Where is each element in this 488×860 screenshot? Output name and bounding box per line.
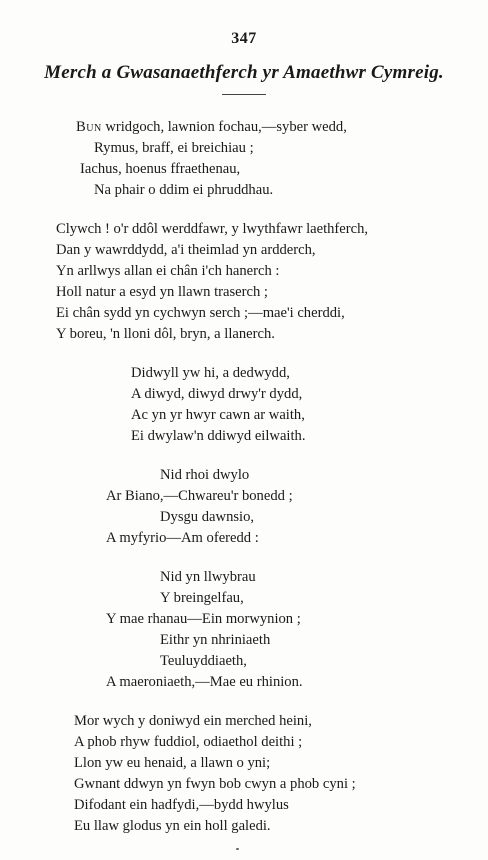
poem-line: Clywch ! o'r ddôl werddfawr, y lwythfawr laethferch, <box>56 221 369 237</box>
poem-line: Na phair o ddim ei phruddhau. <box>94 182 274 198</box>
page-number: 347 <box>231 30 257 47</box>
poem-line: Gwnant ddwyn yn fwyn bob cwyn a phob cyni ; <box>74 776 356 792</box>
poem-line: A phob rhyw fuddiol, odiaethol deithi ; <box>74 734 303 750</box>
poem-line: Llon yw eu henaid, a llawn o yni; <box>74 755 271 771</box>
drop-word: Bun <box>76 119 102 135</box>
poem-line: Y boreu, 'n lloni dôl, bryn, a llanerch. <box>56 326 275 342</box>
poem-line: Nid yn llwybrau <box>160 569 256 585</box>
poem-line: Y breingelfau, <box>160 590 244 606</box>
poem-line: Yn arllwys allan ei chân i'ch hanerch : <box>56 263 280 279</box>
poem-line: Dan y wawrddydd, a'i theimlad yn ardderch, <box>56 242 316 258</box>
print-speck <box>236 848 239 850</box>
poem-line: A myfyrio—Am oferedd : <box>106 530 259 546</box>
poem-line: Ac yn yr hwyr cawn ar waith, <box>131 407 305 423</box>
poem-line: A diwyd, diwyd drwy'r dydd, <box>131 386 303 402</box>
poem-line: Mor wych y doniwyd ein merched heini, <box>74 713 312 729</box>
poem-line: Difodant ein hadfydi,—bydd hwylus <box>74 797 289 813</box>
poem-line: Eu llaw glodus yn ein holl galedi. <box>74 818 271 834</box>
poem-line: Teuluyddiaeth, <box>160 653 247 669</box>
poem-line: Eithr yn nhriniaeth <box>160 632 271 648</box>
poem-line: Ei chân sydd yn cychwyn serch ;—mae'i cherddi, <box>56 305 345 321</box>
poem-line: Ei dwylaw'n ddiwyd eilwaith. <box>131 428 306 444</box>
poem-line: Y mae rhanau—Ein morwynion ; <box>106 611 301 627</box>
poem-line: Dysgu dawnsio, <box>160 509 255 525</box>
title-rule <box>222 94 266 95</box>
poem-line: Nid rhoi dwylo <box>160 467 250 483</box>
poem-line-text: wridgoch, lawnion fochau,—syber wedd, <box>101 119 347 135</box>
poem-line: Iachus, hoenus ffraethenau, <box>80 161 241 177</box>
poem-line: Ar Biano,—Chwareu'r bonedd ; <box>106 488 293 504</box>
poem-title: Merch a Gwasanaethferch yr Amaethwr Cymreig. <box>44 62 444 83</box>
poem-line: A maeroniaeth,—Mae eu rhinion. <box>106 674 303 690</box>
poem-line <box>76 118 347 136</box>
poem-line: Rymus, braff, ei breichiau ; <box>94 140 254 156</box>
poem-line: Didwyll yw hi, a dedwydd, <box>131 365 290 381</box>
poem-line: Holl natur a esyd yn llawn traserch ; <box>56 284 268 300</box>
